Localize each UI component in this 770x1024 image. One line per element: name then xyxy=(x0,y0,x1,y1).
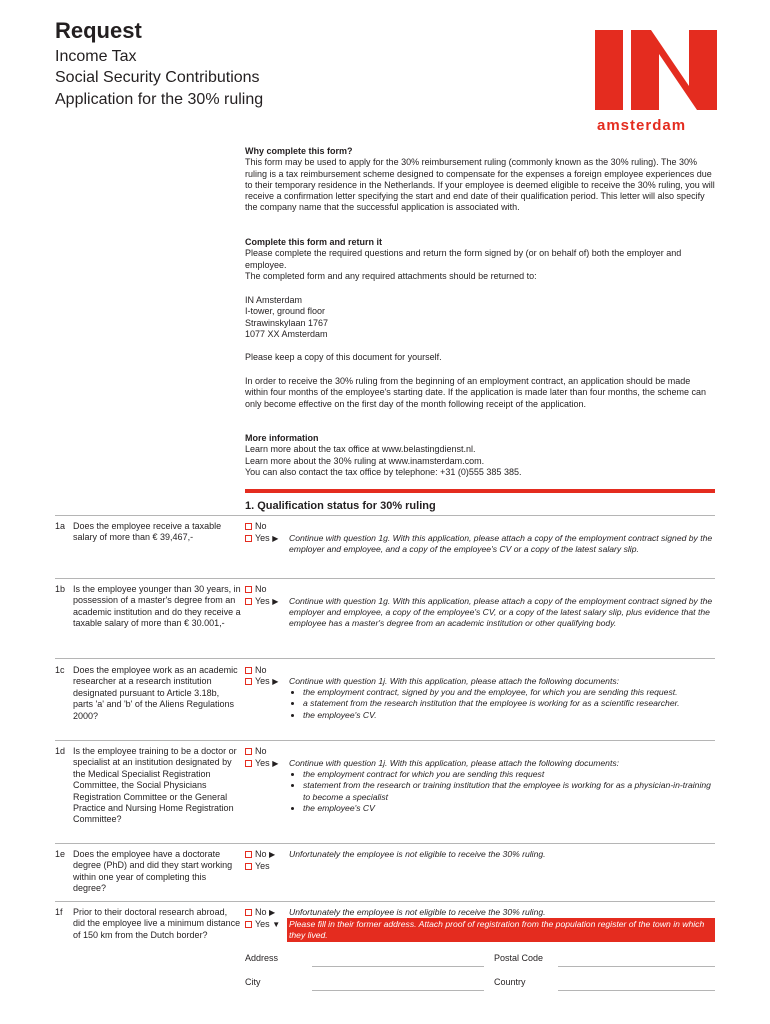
note-1f-yes-box xyxy=(287,918,715,942)
subtitle-30-ruling: Application for the 30% ruling xyxy=(55,91,264,108)
question-1a-text: Does the employee receive a taxable salary of more than € 39,467,- xyxy=(73,521,222,543)
question-number: 1e xyxy=(55,849,66,859)
intro-why xyxy=(245,146,715,214)
question-1e-text: Does the employee have a doctorate degree (PhD) and did they start working within one year of completing this degree? xyxy=(73,849,233,894)
checkbox-icon[interactable] xyxy=(245,921,252,928)
more-heading: More information xyxy=(245,433,319,443)
divider xyxy=(55,578,715,579)
city-label: City xyxy=(245,977,261,987)
postal-code-label: Postal Code xyxy=(494,953,544,963)
list-item: • the employment contract for which you are sending this request xyxy=(303,769,715,780)
note-text: Continue with question 1j. With this application, please attach the following documents: xyxy=(289,676,620,686)
checkbox-icon[interactable] xyxy=(245,535,252,542)
checkbox-icon[interactable] xyxy=(245,678,252,685)
divider xyxy=(55,901,715,902)
question-1f-text: Prior to their doctoral research abroad, did the employee live a minimum distance of 150 km from the Dutch border? xyxy=(73,907,241,940)
note-1d-yes xyxy=(289,758,715,814)
bullet-list xyxy=(289,769,715,814)
address-line: I-tower, ground floor xyxy=(245,306,326,317)
option-1e-yes[interactable]: Yes xyxy=(245,861,270,871)
question-number: 1d xyxy=(55,746,66,756)
checkbox-icon[interactable] xyxy=(245,863,252,870)
arrow-right-icon: ▶ xyxy=(269,908,276,917)
postal-code-input[interactable] xyxy=(558,966,715,967)
option-1a-yes[interactable]: Yes ▶ xyxy=(245,533,278,543)
question-1d-text: Is the employee training to be a doctor or specialist at an institution designated by the Medical Specialist Registration Committee, the Social Physicians Registration Committee or the General Practice and Nursing Home Registration Committee? xyxy=(73,746,237,825)
complete-body-2: The completed form and any required attachments should be returned to: xyxy=(245,270,537,281)
option-1d-yes[interactable]: Yes ▶ xyxy=(245,758,278,768)
checkbox-icon[interactable] xyxy=(245,667,252,674)
list-item: • the employee's CV. xyxy=(303,710,767,721)
more-line: Learn more about the 30% ruling at www.inamsterdam.com. xyxy=(245,455,485,466)
question-number: 1c xyxy=(55,665,65,675)
complete-body-1: Please complete the required questions and return the form signed by (or on behalf of) both the employer and employee. xyxy=(245,248,682,270)
note-text: Continue with question 1j. With this application, please attach the following documents: xyxy=(289,758,620,768)
address-input[interactable] xyxy=(312,966,484,967)
more-line: You can also contact the tax office by telephone: +31 (0)555 385 385. xyxy=(245,466,522,477)
country-label: Country xyxy=(494,977,526,987)
checkbox-icon[interactable] xyxy=(245,523,252,530)
page-title: Request xyxy=(55,18,142,43)
address-line: 1077 XX Amsterdam xyxy=(245,328,328,339)
question-number: 1b xyxy=(55,584,66,594)
country-input[interactable] xyxy=(558,990,715,991)
arrow-down-icon: ▼ xyxy=(272,920,281,929)
subtitle-income-tax: Income Tax xyxy=(55,48,137,65)
complete-heading: Complete this form and return it xyxy=(245,237,383,247)
option-1b-no[interactable]: No xyxy=(245,584,267,594)
address-label: Address xyxy=(245,953,279,963)
question-number: 1a xyxy=(55,521,66,531)
list-item: • a statement from the research institution that the employee is working for as a scientific researcher. xyxy=(303,698,767,709)
option-1f-no[interactable]: No ▶ xyxy=(245,907,275,917)
bullet-list xyxy=(289,687,767,721)
note-1e-no: Unfortunately the employee is not eligible to receive the 30% ruling. xyxy=(289,849,546,859)
why-heading: Why complete this form? xyxy=(245,146,353,156)
list-item: • statement from the research or training institution that the employee is working for as a physician-in-training to become a specialist xyxy=(303,780,715,802)
checkbox-icon[interactable] xyxy=(245,760,252,767)
checkbox-icon[interactable] xyxy=(245,748,252,755)
return-address xyxy=(245,295,715,340)
option-1c-yes[interactable]: Yes ▶ xyxy=(245,676,278,686)
question-1b-text: Is the employee younger than 30 years, in possession of a master's degree from an academic institution and do they receive a taxable salary of more than € 30.001,- xyxy=(73,584,241,629)
checkbox-icon[interactable] xyxy=(245,851,252,858)
question-number: 1f xyxy=(55,907,63,917)
option-1a-no[interactable]: No xyxy=(245,521,267,531)
question-1c-text: Does the employee work as an academic researcher at a research institution designated pursuant to Article 3.18b, parts 'a' and 'b' of the Aliens Regulations 2000? xyxy=(73,665,238,721)
option-1d-no[interactable]: No xyxy=(245,746,267,756)
checkbox-icon[interactable] xyxy=(245,586,252,593)
note-1f-no: Unfortunately the employee is not eligible to receive the 30% ruling. xyxy=(289,907,546,917)
why-body: This form may be used to apply for the 30% reimbursement ruling (commonly known as the 30% ruling). The 30% ruling is a tax reimbursement scheme designed to compensate for the expenses a foreign employee experiences due to their temporary residence in the Netherlands. If your employee is deemed eligible to receive the 30% ruling, you will receive a confirmation letter specifying the start and end date of their qualification period. This letter will also specify the company name that the successful application is associated with. xyxy=(245,157,715,213)
list-item: • the employment contract, signed by you and the employee, for which you are sending this request. xyxy=(303,687,767,698)
note-1a-yes: Continue with question 1g. With this application, please attach a copy of the employment contract signed by the employer and employee, and a copy of the employee's CV or a copy of the latest salary slip. xyxy=(289,533,713,555)
arrow-right-icon: ▶ xyxy=(272,759,279,768)
address-line: IN Amsterdam xyxy=(245,295,303,305)
option-1e-no[interactable]: No ▶ xyxy=(245,849,275,859)
list-item: • the employee's CV xyxy=(303,803,715,814)
section-title: 1. Qualification status for 30% ruling xyxy=(245,500,436,512)
note-1c-yes xyxy=(289,676,767,721)
timing-info: In order to receive the 30% ruling from the beginning of an employment contract, an application should be made within four months of the employee's starting date. If the application is made later than four months, the scheme can only become effective on the first day of the month following receipt of the application. xyxy=(245,376,706,409)
more-line: Learn more about the tax office at www.belastingdienst.nl. xyxy=(245,444,476,455)
address-line: Strawinskylaan 1767 xyxy=(245,317,329,328)
arrow-right-icon: ▶ xyxy=(272,534,279,543)
arrow-right-icon: ▶ xyxy=(272,677,279,686)
divider xyxy=(55,843,715,844)
divider xyxy=(55,740,715,741)
city-input[interactable] xyxy=(312,990,484,991)
arrow-right-icon: ▶ xyxy=(269,850,276,859)
more-info xyxy=(245,433,715,478)
divider xyxy=(55,658,715,659)
option-1c-no[interactable]: No xyxy=(245,665,267,675)
keep-copy: Please keep a copy of this document for yourself. xyxy=(245,352,442,362)
option-1f-yes[interactable]: Yes ▼ xyxy=(245,919,280,929)
checkbox-icon[interactable] xyxy=(245,909,252,916)
intro-complete xyxy=(245,237,715,282)
option-1b-yes[interactable]: Yes ▶ xyxy=(245,596,278,606)
note-1f-yes: Please fill in their former address. Attach proof of registration from the population register of the town in which they lived. xyxy=(289,919,705,941)
subtitle-social-security: Social Security Contributions xyxy=(55,69,260,86)
divider xyxy=(55,515,715,516)
logo-text: amsterdam xyxy=(597,117,687,134)
note-1b-yes: Continue with question 1g. With this application, please attach a copy of the employment contract signed by the employer and employee, a copy of the employee's CV, or a copy of the latest salary slip, plus evidence that the employee has a master's degree from an academic institution or other qualifying body. xyxy=(289,596,713,629)
arrow-right-icon: ▶ xyxy=(272,597,279,606)
section-divider xyxy=(245,489,715,493)
checkbox-icon[interactable] xyxy=(245,598,252,605)
